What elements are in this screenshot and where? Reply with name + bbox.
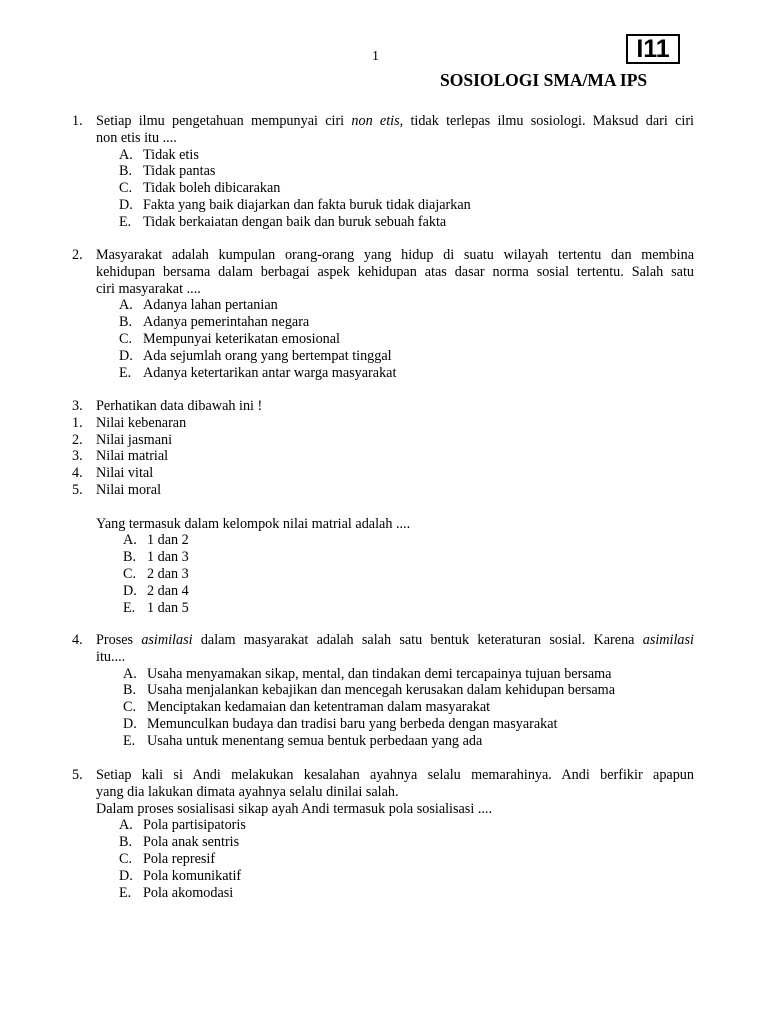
list-item: 1. Nilai kebenaran (72, 414, 187, 431)
page-number: 1 (372, 49, 379, 64)
option-b[interactable]: B. Adanya pemerintahan negara (119, 314, 310, 331)
option-c[interactable]: C. Mempunyai keterikatan emosional (119, 330, 340, 347)
option-c[interactable]: C. 2 dan 3 (123, 565, 189, 582)
question-stem: Perhatikan data dibawah ini ! (96, 398, 263, 414)
exam-code-box: I11 (626, 34, 680, 64)
question-2 (72, 247, 694, 381)
question-5 (72, 767, 694, 901)
data-list (72, 415, 694, 499)
option-b[interactable]: B. Usaha menjalankan kebajikan dan mencegah kerusakan dalam kehidupan bersama (123, 682, 615, 699)
answer-options (72, 666, 694, 750)
answer-options (72, 532, 694, 616)
option-e[interactable]: E. Adanya ketertarikan antar warga masyarakat (119, 364, 397, 381)
list-item: 4. Nilai vital (72, 465, 154, 482)
option-b[interactable]: B. 1 dan 3 (123, 549, 189, 566)
question-stem: Masyarakat adalah kumpulan orang-orang yang hidup di suatu wilayah tertentu dan membina kehidupan bersama dalam berbagai aspek kehidupan atas dasar norma sosial tertentu. Salah satu ciri masyarakat .... (96, 247, 694, 297)
question-4 (72, 632, 694, 750)
question-number: 4. (72, 632, 83, 648)
option-e[interactable]: E. Tidak berkaiatan dengan baik dan buruk sebuah fakta (119, 213, 447, 230)
question-prompt: Yang termasuk dalam kelompok nilai matrial adalah .... (96, 515, 411, 532)
question-3 (72, 398, 694, 616)
question-number: 2. (72, 247, 83, 263)
question-1 (72, 113, 694, 231)
option-d[interactable]: D. Ada sejumlah orang yang bertempat tinggal (119, 347, 392, 364)
list-item: 3. Nilai matrial (72, 448, 169, 465)
answer-options (72, 817, 694, 901)
option-e[interactable]: E. Usaha untuk menentang semua bentuk perbedaan yang ada (123, 732, 483, 749)
question-number: 3. (72, 398, 83, 414)
list-item: 5. Nilai moral (72, 481, 162, 498)
option-a[interactable]: A. Adanya lahan pertanian (119, 297, 278, 314)
option-a[interactable]: A. Tidak etis (119, 146, 199, 163)
option-c[interactable]: C. Menciptakan kedamaian dan ketentraman dalam masyarakat (123, 699, 491, 716)
option-a[interactable]: A. Usaha menyamakan sikap, mental, dan tindakan demi tercapainya tujuan bersama (123, 665, 612, 682)
question-stem: Proses asimilasi dalam masyarakat adalah salah satu bentuk keteraturan sosial. Karena asimilasi itu.... (96, 632, 694, 665)
question-stem: Setiap kali si Andi melakukan kesalahan ayahnya selalu memarahinya. Andi berfikir apapun yang dia lakukan dimata ayahnya selalu dinilai salah. Dalam proses sosialisasi sikap ayah Andi termasuk pola sosialisasi .... (96, 767, 694, 817)
answer-options (72, 297, 694, 381)
option-c[interactable]: C. Pola represif (119, 850, 216, 867)
subject-title: SOSIOLOGI SMA/MA IPS (440, 70, 648, 90)
answer-options (72, 147, 694, 231)
option-d[interactable]: D. Fakta yang baik diajarkan dan fakta buruk tidak diajarkan (119, 196, 471, 213)
option-a[interactable]: A. 1 dan 2 (123, 532, 189, 549)
question-number: 1. (72, 113, 83, 129)
option-d[interactable]: D. Pola komunikatif (119, 867, 242, 884)
option-b[interactable]: B. Pola anak sentris (119, 834, 240, 851)
list-item: 2. Nilai jasmani (72, 431, 173, 448)
option-d[interactable]: D. 2 dan 4 (123, 582, 189, 599)
option-d[interactable]: D. Memunculkan budaya dan tradisi baru yang berbeda dengan masyarakat (123, 715, 558, 732)
option-e[interactable]: E. 1 dan 5 (123, 599, 189, 616)
question-number: 5. (72, 767, 83, 783)
option-c[interactable]: C. Tidak boleh dibicarakan (119, 180, 281, 197)
option-b[interactable]: B. Tidak pantas (119, 163, 216, 180)
question-stem: Setiap ilmu pengetahuan mempunyai ciri non etis, tidak terlepas ilmu sosiologi. Maksud dari ciri non etis itu .... (96, 113, 694, 146)
option-a[interactable]: A. Pola partisipatoris (119, 817, 246, 834)
option-e[interactable]: E. Pola akomodasi (119, 884, 234, 901)
